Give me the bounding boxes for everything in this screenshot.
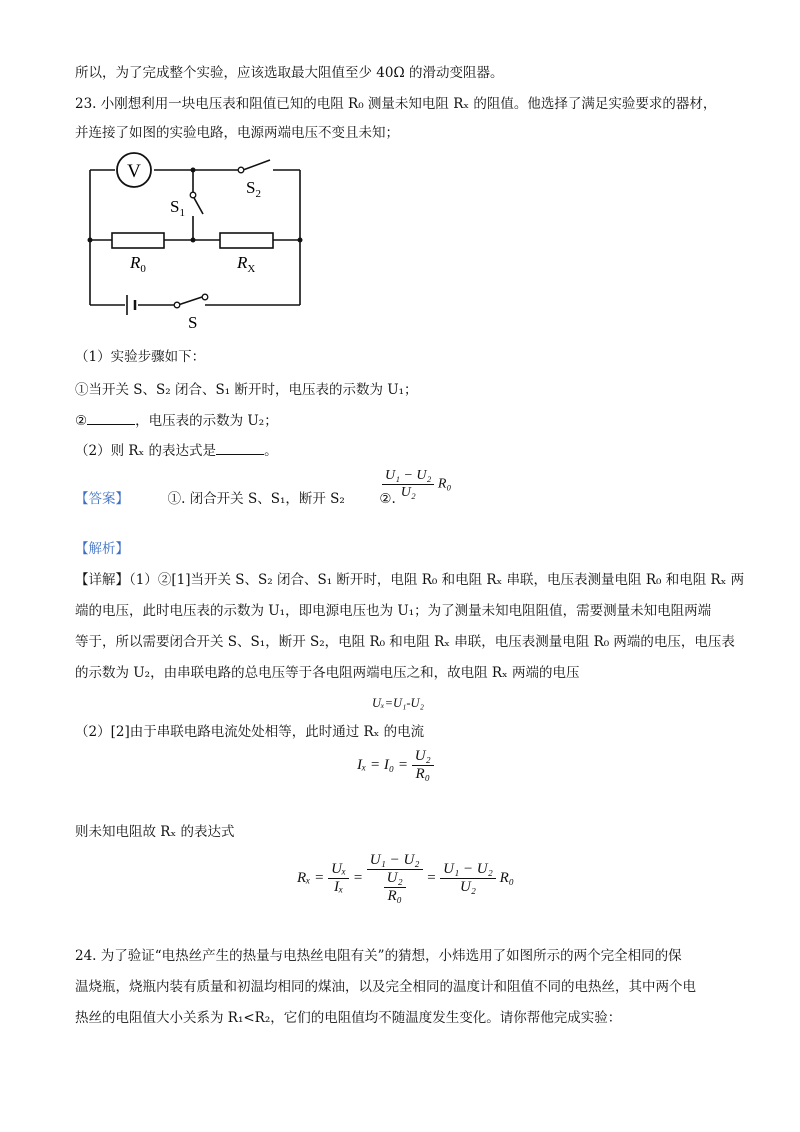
question-24-line1: 24. 为了验证“电热丝产生的热量与电热丝电阻有关”的猜想，小炜选用了如图所示的两个完全相同的保: [75, 948, 682, 964]
detail-line1: 【详解】（1）②[1]当开关 S、S₂ 闭合、S₁ 断开时，电阻 R₀ 和电阻 Rₓ 串联，电压表测量电阻 R₀ 和电阻 Rₓ 两: [75, 572, 745, 588]
s-label: S: [188, 313, 198, 332]
r0-label: $R_0$: [130, 253, 146, 275]
answer-1: ①. 闭合开关 S、S₁，断开 S₂: [167, 491, 345, 507]
detail-line3: 等于，所以需要闭合开关 S、S₁，断开 S₂，电阻 R₀ 和电阻 Rₓ 串联，电压表测量电阻 R₀ 两端的电压，电压表: [75, 634, 735, 650]
question-23-line2: 并连接了如图的实验电路，电源两端电压不变且未知；: [75, 125, 399, 141]
s1-label: $S_1$: [170, 197, 185, 219]
answer-line: [75, 489, 396, 509]
answer-2: ②.: [379, 491, 396, 507]
answer-blank[interactable]: [87, 411, 135, 425]
equation-ix: Iₓ = I₀ = $\frac{\text{U₂}}{\text{R₀}}$: [357, 748, 434, 783]
resistor-r0: [112, 233, 164, 248]
detail-line6: 则未知电阻故 Rₓ 的表达式: [75, 824, 235, 840]
step-3: （2）则 Rₓ 的表达式是 。: [75, 443, 278, 459]
question-23-line1: 23. 小刚想利用一块电压表和阻值已知的电阻 R₀ 测量未知电阻 Rₓ 的阻值。他选择了满足实验要求的器材，: [75, 96, 717, 112]
answer-formula: $\frac{\text{U₁ − U₂}}{\text{U₂}}$ R₀: [382, 468, 451, 501]
circuit-diagram: [80, 150, 320, 335]
rx-label: $R_X$: [237, 253, 256, 275]
s2-label: $S_2$: [246, 178, 261, 200]
answer-blank[interactable]: [216, 441, 264, 455]
answer-label: 【答案】: [75, 491, 129, 507]
detail-line2: 端的电压，此时电压表的示数为 U₁，即电源电压也为 U₁；为了测量未知电阻阻值，需要测量未知电阻两端: [75, 603, 712, 619]
analysis-label: 【解析】: [75, 541, 129, 557]
question-24-line3: 热丝的电阻值大小关系为 R₁<R₂，它们的电阻值均不随温度发生变化。请你帮他完成实验：: [75, 1010, 622, 1026]
voltmeter-label: V: [127, 161, 141, 182]
equation-rx: Rₓ = $\frac{\text{Uₓ}}{\text{Iₓ}}$ = $\frac{\text{U₁ − U₂}}{\frac{\text{U₂}}{\text{R₀}}}$ = $\frac{\text{U₁ − U₂}}{\text{U₂}}$ R₀: [297, 852, 514, 904]
question-24-line2: 温烧瓶，烧瓶内装有质量和初温均相同的煤油，以及完全相同的温度计和阻值不同的电热丝，其中两个电: [75, 979, 696, 995]
step-1: ①当开关 S、S₂ 闭合、S₁ 断开时，电压表的示数为 U₁；: [75, 382, 418, 398]
detail-line4: 的示数为 U₂，由串联电路的总电压等于各电阻两端电压之和，故电阻 Rₓ 两端的电压: [75, 665, 580, 681]
resistor-rx: [220, 233, 273, 248]
step-heading: （1）实验步骤如下：: [75, 349, 206, 365]
step-2: ② ，电压表的示数为 U₂；: [75, 413, 278, 429]
equation-ux: Uₓ=U₁-U₂: [372, 696, 424, 710]
text-line: 所以，为了完成整个实验，应该选取最大阻值至少 40Ω 的滑动变阻器。: [75, 65, 504, 81]
detail-line5: （2）[2]由于串联电路电流处处相等，此时通过 Rₓ 的电流: [75, 724, 425, 740]
